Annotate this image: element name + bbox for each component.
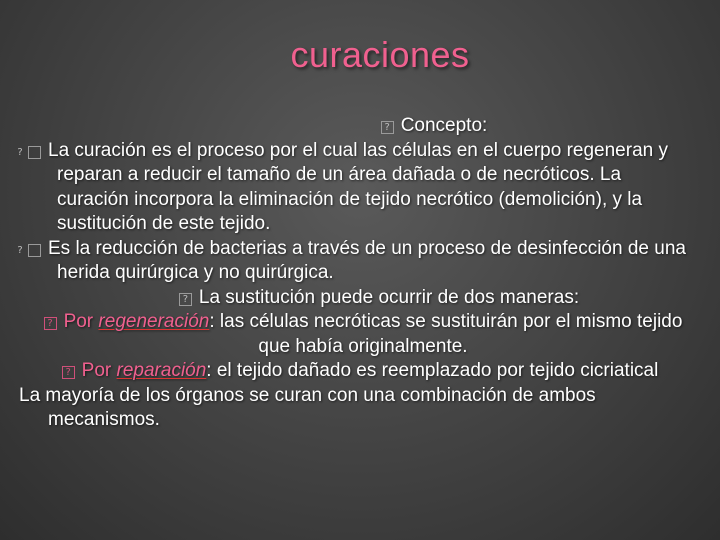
bullet-icon: ? bbox=[179, 293, 192, 306]
repair-text: : el tejido dañado es reemplazado por tejido cicriatical bbox=[206, 360, 659, 381]
regeneration-text: : las células necróticas se sustituirán por el mismo tejido que había originalmente. bbox=[209, 311, 683, 357]
repair-prefix: Por bbox=[81, 360, 117, 381]
bullet-icon: ? bbox=[381, 121, 394, 134]
bullet-icon: ? bbox=[28, 244, 41, 257]
bullet-icon: ? bbox=[28, 146, 41, 159]
repair-paragraph bbox=[30, 359, 690, 384]
definition-text: La curación es el proceso por el cual las células en el cuerpo regeneran y reparan a reducir el tamaño de un área dañada o de necróticos. La curación incorpora la eliminación de tejido necrótico (demolición), y la sustitución de este tejido. bbox=[48, 139, 668, 234]
regeneration-prefix: Por bbox=[63, 311, 99, 332]
definition-paragraph bbox=[17, 139, 690, 237]
repair-term: reparación bbox=[116, 360, 207, 381]
concept-label: Concepto: bbox=[400, 115, 488, 136]
conclusion-paragraph bbox=[20, 384, 690, 433]
regeneration-paragraph bbox=[36, 310, 690, 359]
substitution-text: La sustitución puede ocurrir de dos maneras: bbox=[198, 286, 580, 308]
regeneration-term: regeneración bbox=[98, 311, 210, 332]
disinfection-text: Es la reducción de bacterias a través de un proceso de desinfección de una herida quirúrgica y no quirúrgica. bbox=[48, 237, 686, 283]
conclusion-text: La mayoría de los órganos se curan con una combinación de ambos mecanismos. bbox=[19, 384, 596, 430]
slide-body bbox=[17, 114, 690, 433]
bullet-icon: ? bbox=[44, 317, 57, 330]
disinfection-paragraph bbox=[17, 237, 690, 286]
concept-heading bbox=[48, 114, 690, 139]
bullet-icon: ? bbox=[62, 366, 75, 379]
slide-title: curaciones bbox=[290, 34, 470, 75]
substitution-heading bbox=[48, 286, 690, 311]
